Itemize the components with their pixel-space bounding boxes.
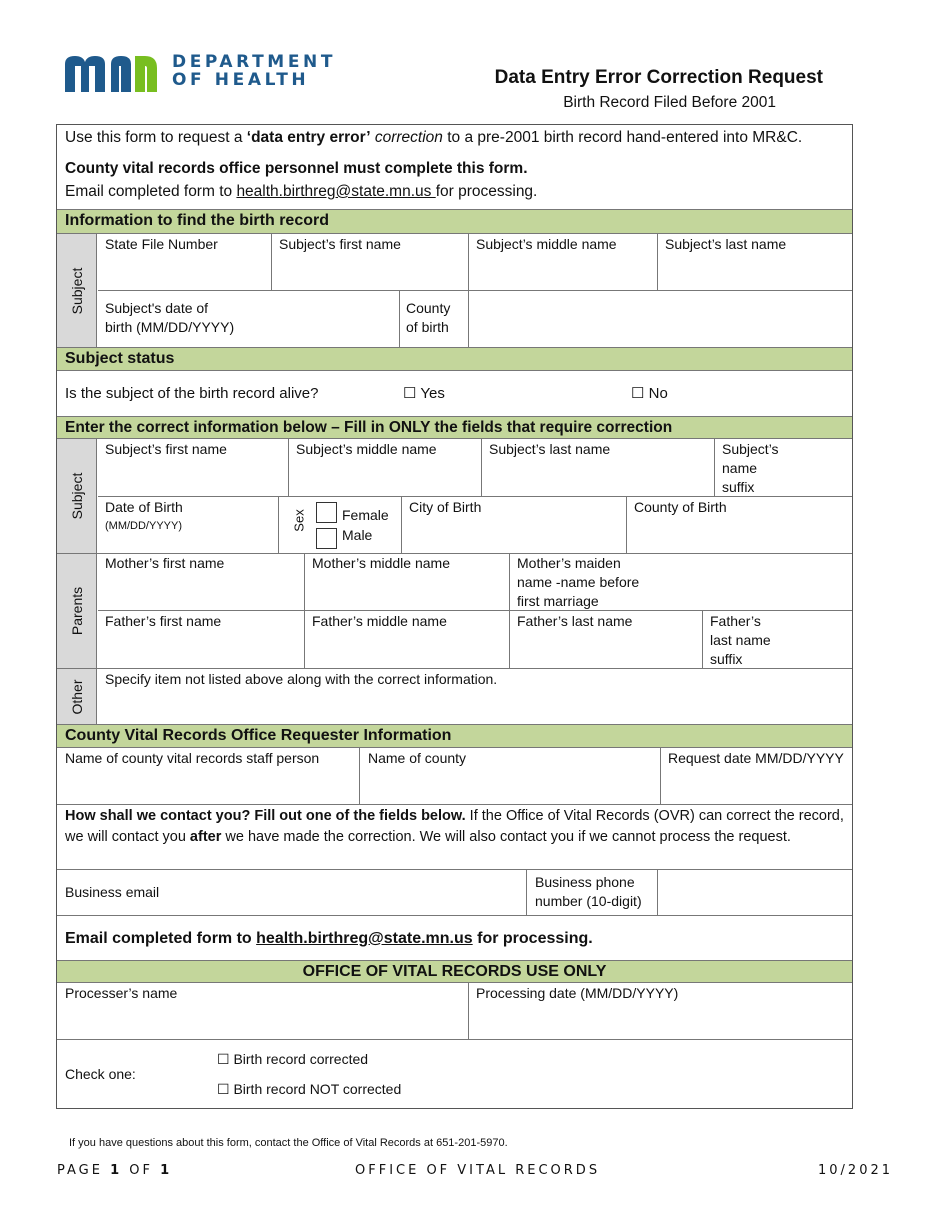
correction-form	[56, 124, 853, 1109]
contact-instructions: How shall we contact you? Fill out one of the fields below. If the Office of Vital Records (OVR) can correct the record, we will contact you after we have made the correction. We will also contact you if we cannot process the request.	[65, 808, 844, 845]
section-heading-status: Subject status	[57, 348, 852, 370]
side-label-subject-correct: Subject	[57, 439, 97, 553]
subject-first-name-field[interactable]: Subject’s first name	[279, 236, 401, 252]
alive-yes-checkbox[interactable]: ☐ Yes	[403, 385, 445, 402]
alive-no-checkbox[interactable]: ☐ No	[631, 385, 668, 402]
request-date-field[interactable]: Request date MM/DD/YYYY	[668, 750, 844, 766]
check-one-label: Check one:	[65, 1066, 136, 1082]
side-label-parents: Parents	[57, 554, 97, 668]
staff-name-field[interactable]: Name of county vital records staff person	[65, 750, 320, 766]
alive-question: Is the subject of the birth record alive?	[65, 385, 319, 402]
record-not-corrected-checkbox[interactable]: ☐ Birth record NOT corrected	[217, 1081, 402, 1097]
footer-contact-note: If you have questions about this form, contact the Office of Vital Records at 651-201-5970.	[69, 1137, 508, 1149]
processing-date-field[interactable]: Processing date (MM/DD/YYYY)	[476, 985, 679, 1001]
father-suffix-field[interactable]: Father’s last name suffix	[710, 613, 771, 667]
subject-dob-field[interactable]: Subject's date of birth (MM/DD/YYYY)	[105, 300, 235, 335]
section-heading-correct: Enter the correct information below – Fill in ONLY the fields that require correction	[57, 417, 852, 438]
subject-last-name-field[interactable]: Subject’s last name	[665, 236, 787, 252]
processer-name-field[interactable]: Processer’s name	[65, 985, 178, 1001]
county-name-field[interactable]: Name of county	[368, 750, 467, 766]
mother-maiden-name-field[interactable]: Mother’s maiden name -name before first marriage	[517, 555, 640, 609]
city-of-birth-field[interactable]: City of Birth	[409, 499, 482, 515]
record-corrected-checkbox[interactable]: ☐ Birth record corrected	[217, 1051, 369, 1067]
side-label-subject: Subject	[57, 234, 97, 347]
state-file-number-field[interactable]: State File Number	[105, 236, 218, 252]
email-link[interactable]: health.birthreg@state.mn.us	[236, 183, 436, 200]
email-link-2[interactable]: health.birthreg@state.mn.us	[256, 930, 473, 947]
page-number: PAGE 1 OF 1	[57, 1163, 173, 1178]
father-middle-name-field[interactable]: Father’s middle name	[312, 613, 447, 629]
subject-middle-name-field[interactable]: Subject’s middle name	[476, 236, 617, 252]
correct-suffix-field[interactable]: Subject’s name suffix	[722, 441, 779, 495]
sex-label: Sex	[291, 509, 307, 532]
logo-wordmark: DEPARTMENT OF HEALTH	[172, 52, 337, 90]
section-heading-find: Information to find the birth record	[57, 210, 852, 233]
male-checkbox[interactable]	[316, 528, 337, 549]
page-title: Data Entry Error Correction Request	[494, 67, 823, 88]
county-of-birth-correct-field[interactable]: County of Birth	[634, 499, 727, 515]
correct-dob-field[interactable]: Date of Birth (MM/DD/YYYY)	[105, 499, 183, 532]
footer-office: OFFICE OF VITAL RECORDS	[355, 1163, 601, 1178]
father-first-name-field[interactable]: Father’s first name	[105, 613, 222, 629]
other-item-field[interactable]: Specify item not listed above along with the correct information.	[105, 671, 498, 687]
section-heading-requester: County Vital Records Office Requester Information	[57, 725, 852, 747]
page-subtitle: Birth Record Filed Before 2001	[563, 94, 776, 111]
intro-line: Use this form to request a ‘data entry error’ correction to a pre-2001 birth record hand-entered into MR&C.	[65, 129, 803, 146]
email-reminder: Email completed form to health.birthreg@state.mn.us for processing.	[65, 930, 593, 947]
county-of-birth-field[interactable]: County of birth	[406, 300, 451, 335]
intro-bold-line: County vital records office personnel must complete this form.	[65, 160, 528, 177]
female-label: Female	[342, 507, 389, 523]
correct-last-name-field[interactable]: Subject’s last name	[489, 441, 611, 457]
footer-date: 10/2021	[818, 1163, 894, 1178]
correct-first-name-field[interactable]: Subject’s first name	[105, 441, 227, 457]
business-phone-field[interactable]: Business phone number (10-digit)	[535, 874, 642, 909]
mother-first-name-field[interactable]: Mother’s first name	[105, 555, 225, 571]
male-label: Male	[342, 527, 373, 543]
intro-email-line: Email completed form to health.birthreg@state.mn.us for processing.	[65, 183, 538, 200]
correct-middle-name-field[interactable]: Subject’s middle name	[296, 441, 437, 457]
father-last-name-field[interactable]: Father’s last name	[517, 613, 633, 629]
business-email-field[interactable]: Business email	[65, 884, 160, 900]
side-label-other: Other	[57, 669, 97, 724]
female-checkbox[interactable]	[316, 502, 337, 523]
section-heading-ovr: OFFICE OF VITAL RECORDS USE ONLY	[57, 961, 852, 982]
mother-middle-name-field[interactable]: Mother’s middle name	[312, 555, 450, 571]
